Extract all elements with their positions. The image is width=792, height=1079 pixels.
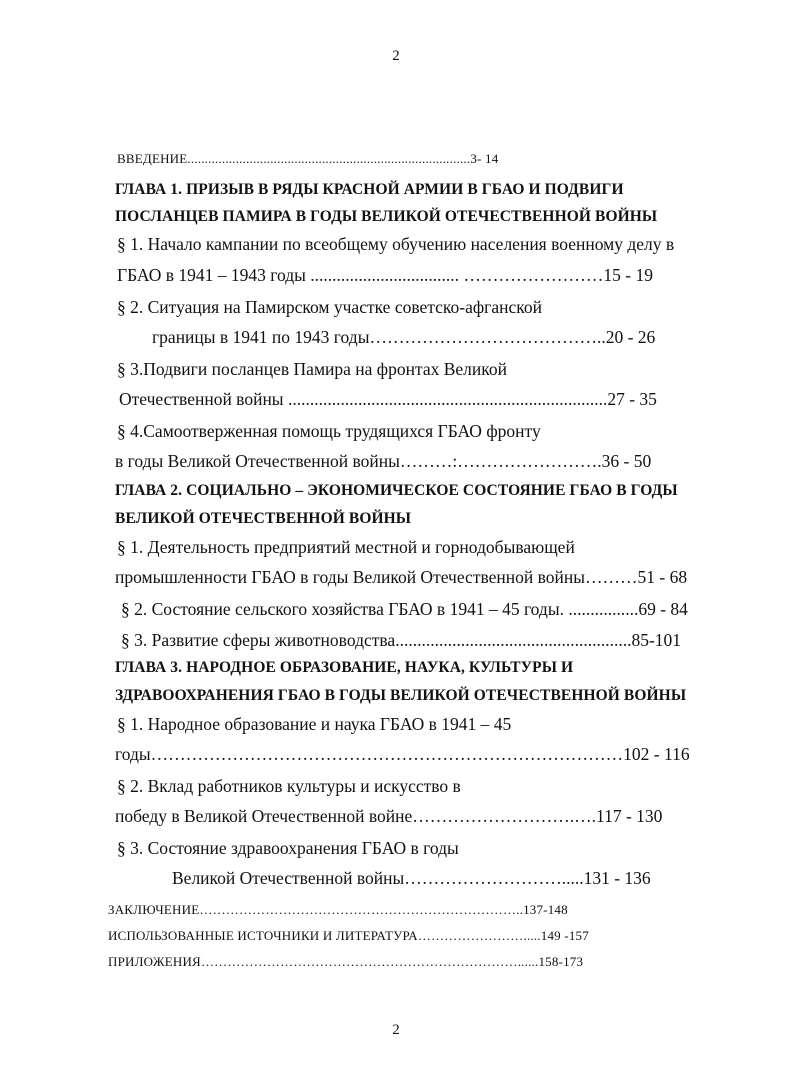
toc-leader-dots: ………:……………………. — [399, 451, 602, 471]
toc-section-3-1-line-1: § 1. Народное образование и наука ГБАО в 1941 – 45 — [117, 714, 512, 734]
toc-leader-dots: ……………………………………………………………….. — [199, 902, 524, 917]
toc-entry-appendix — [108, 955, 583, 968]
toc-leader-dots: ……………………………………………………………………… — [150, 744, 624, 764]
toc-entry-title: ИСПОЛЬЗОВАННЫЕ ИСТОЧНИКИ И ЛИТЕРАТУРА — [108, 928, 418, 943]
toc-section-1-2-line-1: § 2. Ситуация на Памирском участке советско-афганской — [117, 297, 542, 317]
toc-page-range: 15 - 19 — [603, 265, 653, 285]
toc-leader-dots: .................................................................................. — [187, 151, 471, 166]
toc-leader-dots: ……………………..... — [417, 928, 541, 943]
toc-entry-title: границы в 1941 по 1943 годы — [152, 327, 370, 347]
toc-leader-dots: ………………………..... — [404, 868, 584, 888]
toc-section-3-3-line-1: § 3. Состояние здравоохранения ГБАО в годы — [117, 838, 459, 858]
toc-section-1-4-line-1: § 4.Самоотверженная помощь трудящихся ГБАО фронту — [117, 421, 541, 441]
toc-page-range: 158-173 — [538, 954, 584, 969]
toc-section-1-3-line-1: § 3.Подвиги посланцев Памира на фронтах Великой — [117, 359, 508, 379]
toc-entry-title: Великой Отечественной войны — [172, 868, 405, 888]
toc-entry-title: ГБАО в 1941 – 1943 годы — [117, 265, 306, 285]
toc-leader-dots: ………………………………….. — [369, 327, 606, 347]
chapter-3-heading-line-2: ЗДРАВООХРАНЕНИЯ ГБАО В ГОДЫ ВЕЛИКОЙ ОТЕЧЕСТВЕННОЙ ВОЙНЫ — [115, 687, 687, 704]
toc-leader-dots: ................ — [563, 599, 639, 619]
page-number-bottom: 2 — [392, 1022, 400, 1038]
toc-page-range: 137-148 — [523, 902, 568, 917]
toc-entry-title: ВВЕДЕНИЕ — [117, 151, 188, 166]
chapter-1-heading-line-2: ПОСЛАНЦЕВ ПАМИРА В ГОДЫ ВЕЛИКОЙ ОТЕЧЕСТВЕННОЙ ВОЙНЫ — [115, 208, 658, 225]
toc-section-2-2 — [121, 601, 688, 619]
toc-page-range: 20 - 26 — [605, 327, 656, 347]
toc-page-range: 102 - 116 — [623, 744, 690, 764]
toc-section-3-2-line-1: § 2. Вклад работников культуры и искусство в — [117, 776, 461, 796]
toc-entry-title: ПРИЛОЖЕНИЯ — [108, 954, 201, 969]
toc-leader-dots: ……… — [585, 567, 638, 587]
toc-entry-title: ЗАКЛЮЧЕНИЕ — [108, 902, 200, 917]
toc-leader-dots: .................................. …………………… — [305, 265, 604, 285]
toc-entry-title: в годы Великой Отечественной войны — [115, 451, 400, 471]
toc-page-range: 131 - 136 — [583, 868, 651, 888]
toc-page-range: 149 -157 — [540, 928, 589, 943]
toc-entry-conclusion — [108, 903, 568, 916]
chapter-1-heading-line-1: ГЛАВА 1. ПРИЗЫВ В РЯДЫ КРАСНОЙ АРМИИ В ГБАО И ПОДВИГИ — [115, 181, 624, 198]
chapter-2-heading-line-2: ВЕЛИКОЙ ОТЕЧЕСТВЕННОЙ ВОЙНЫ — [115, 510, 412, 527]
toc-page-range: 69 - 84 — [638, 599, 688, 619]
toc-section-3-3-line-2 — [172, 870, 651, 888]
page-number-top: 2 — [392, 48, 400, 64]
toc-leader-dots: ......................................................................... — [283, 389, 608, 409]
toc-section-1-1-line-2 — [117, 267, 653, 285]
toc-section-2-1-line-2 — [115, 569, 687, 587]
toc-entry-title: Отечественной войны — [119, 389, 284, 409]
toc-section-1-1-line-1: § 1. Начало кампании по всеобщему обучению населения военному делу в — [117, 234, 675, 254]
toc-leader-dots: ……………………….…. — [412, 806, 596, 826]
toc-entry-introduction — [117, 152, 498, 165]
toc-page-range: 3- 14 — [470, 151, 499, 166]
toc-section-3-2-line-2 — [115, 808, 662, 826]
toc-entry-title: победу в Великой Отечественной войне — [115, 806, 413, 826]
toc-page-range: 27 - 35 — [607, 389, 657, 409]
toc-entry-sources — [108, 929, 589, 942]
toc-entry-title: § 2. Состояние сельского хозяйства ГБАО в 1941 – 45 годы. — [121, 599, 564, 619]
toc-leader-dots: ………………………………………………………………...... — [200, 954, 539, 969]
toc-section-2-1-line-1: § 1. Деятельность предприятий местной и горнодобывающей — [117, 537, 575, 557]
toc-section-2-3 — [121, 632, 681, 650]
chapter-3-heading-line-1: ГЛАВА 3. НАРОДНОЕ ОБРАЗОВАНИЕ, НАУКА, КУЛЬТУРЫ И — [115, 659, 574, 676]
toc-entry-title: годы — [115, 744, 151, 764]
toc-section-1-3-line-2 — [119, 391, 657, 409]
toc-page-range: 36 - 50 — [601, 451, 652, 471]
toc-section-1-2-line-2 — [152, 329, 655, 347]
toc-entry-title: промышленности ГБАО в годы Великой Отечественной войны — [115, 567, 585, 587]
toc-leader-dots: ...................................................... — [395, 630, 632, 650]
toc-section-3-1-line-2 — [115, 746, 690, 764]
chapter-2-heading-line-1: ГЛАВА 2. СОЦИАЛЬНО – ЭКОНОМИЧЕСКОЕ СОСТОЯНИЕ ГБАО В ГОДЫ — [115, 482, 678, 499]
toc-entry-title: § 3. Развитие сферы животноводства — [121, 630, 396, 650]
toc-page-range: 51 - 68 — [637, 567, 688, 587]
toc-page-range: 85-101 — [631, 630, 682, 650]
toc-page-range: 117 - 130 — [595, 806, 663, 826]
toc-section-1-4-line-2 — [115, 453, 651, 471]
